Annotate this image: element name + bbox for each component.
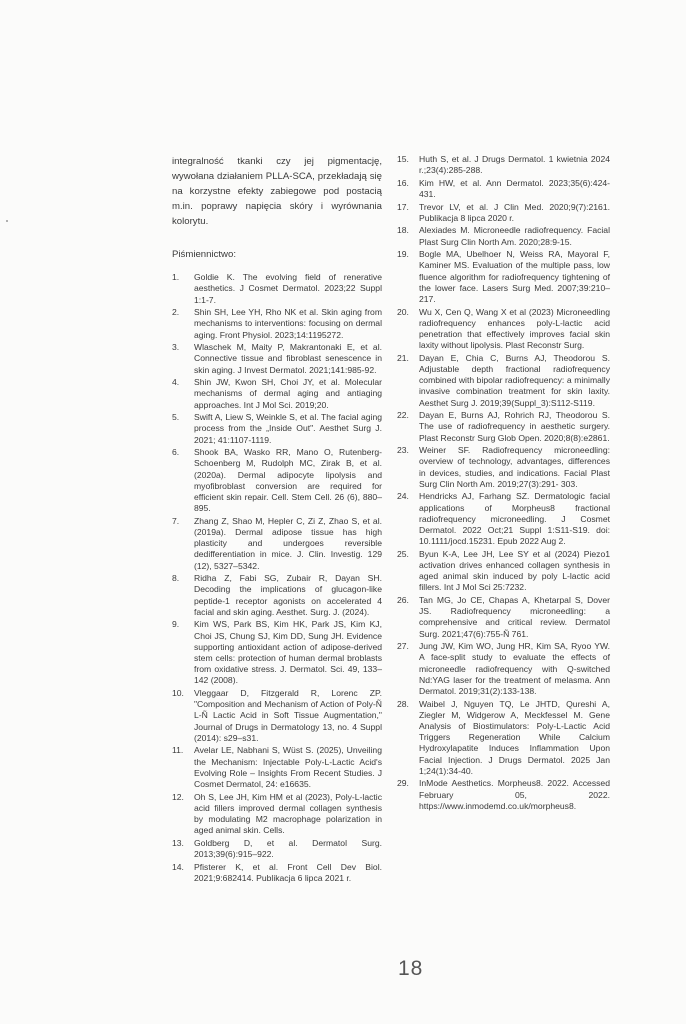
reference-item [172,272,382,306]
reference-text: Hendricks AJ, Farhang SZ. Dermatologic facial applications of Morpheus8 fractional radiofrequency microneedling. J Cosmet Dermatol. 2022 Oct;21 Suppl 1:S11-S19. doi: 10.1111/jocd.15231. Epub 2022 Aug 2. [419,491,610,547]
reference-text: Pfisterer K, et al. Front Cell Dev Biol. 2021;9:682414. Publikacja 6 lipca 2021 r. [194,861,382,883]
reference-text: Swift A, Liew S, Weinkle S, et al. The facial aging process from the „Inside Out". Aesthet Surg J. 2021; 41:1107-1119. [194,412,382,445]
reference-text: Tan MG, Jo CE, Chapas A, Khetarpal S, Dover JS. Radiofrequency microneedling: a comprehensive and critical review. Dermatol Surg. 2021;47(6):755-Ñ 761. [419,595,610,639]
reference-number: 11. [172,745,184,756]
reference-item [397,249,610,305]
right-column [397,154,610,813]
reference-number: 27. [397,641,409,652]
reference-text: Dayan E, Chia C, Burns AJ, Theodorou S. Adjustable depth fractional radiofrequency combined with bipolar radiofrequency: a minimally invasive combination treatment for skin laxity. Aesthet Surg J. 2019;39(Suppl_3):S112-S119. [419,352,610,408]
reference-item [172,838,382,860]
reference-item [397,225,610,247]
reference-number: 24. [397,491,409,502]
reference-text: Shin SH, Lee YH, Rho NK et al. Skin aging from mechanisms to interventions: focusing on dermal aging. Front Physiol. 2023;14:1195272. [194,307,382,340]
reference-text: Wu X, Cen Q, Wang X et al (2023) Microneedling radiofrequency enhances poly-L-lactic acid penetration that effectively improves facial skin laxity without lipolysis. Plast Reconstr Surg. [419,306,610,351]
reference-item [172,447,382,514]
reference-text: Wlaschek M, Maity P, Makrantonaki E, et al. Connective tissue and fibroblast senescence in skin aging. J Invest Dermatol. 2021;141:985-92. [194,342,382,375]
reference-number: 25. [397,548,409,559]
reference-text: Oh S, Lee JH, Kim HM et al (2023), Poly-L-lactic acid fillers improved dermal collagen synthesis by modulating M2 macrophage polarization in aged animal skin. Cells. [194,791,382,836]
reference-item [172,745,382,790]
reference-item [397,410,610,444]
reference-number: 17. [397,201,409,212]
reference-number: 10. [172,688,184,699]
page-number: 18 [398,957,424,980]
reference-number: 13. [172,837,184,848]
reference-number: 15. [397,154,409,164]
reference-number: 6. [172,447,180,458]
reference-text: Zhang Z, Shao M, Hepler C, Zi Z, Zhao S, et al. (2019a). Dermal adipose tissue has high plasticity and undergoes reversible dedifferentiation in mice. J. Clin. Investig. 129 (12), 5327–5342. [194,515,382,571]
reference-item [172,862,382,884]
reference-item [172,516,382,572]
reference-number: 7. [172,515,180,526]
reference-text: Shin JW, Kwon SH, Choi JY, et al. Molecular mechanisms of dermal aging and antiaging approaches. Int J Mol Sci. 2019;20. [194,377,382,410]
reference-text: Goldie K. The evolving field of renerative aesthetics. J Cosmet Dermatol. 2023;22 Suppl 1:1-7. [194,272,382,305]
reference-number: 19. [397,249,409,260]
reference-item [172,377,382,411]
reference-number: 12. [172,791,184,802]
reference-number: 26. [397,595,409,606]
reference-text: Waibel J, Nguyen TQ, Le JHTD, Qureshi A, Ziegler M, Widgerow A, Meckfessel M. Gene Analysis of Biostimulators: Poly-L-Lactic Acid Triggers Regeneration While Calcium Hydroxylapatite Induces Inflammation Upon Facial Injection. J Drugs Dermatol. 2025 Jan 1;24(1):34-40. [419,698,610,776]
references-heading: Piśmiennictwo: [172,249,236,260]
reference-item [172,688,382,744]
reference-item [397,307,610,352]
reference-number: 14. [172,861,184,872]
reference-number: 8. [172,573,180,584]
reference-item [397,445,610,490]
reference-text: Byun K-A, Lee JH, Lee SY et al (2024) Piezo1 activation drives enhanced collagen synthesis in aged animal skin induced by poly L-lactic acid fillers. Int J Mol Sci 25:7232. [419,548,610,593]
intro-paragraph: integralność tkanki czy jej pigmentację, wywołana działaniem PLLA-SCA, przekładają się na korzystne efekty zabiegowe pod postacią m.in. poprawy napięcia skóry i wyrównania kolorytu. [172,156,382,227]
reference-item [397,202,610,224]
reference-text: Bogle MA, Ubelhoer N, Weiss RA, Mayoral F, Kaminer MS. Evaluation of the multiple pass, low fluence algorithm for radiofrequency tightening of the lower face. Lasers Surg Med. 2007;39:210–217. [419,249,610,304]
reference-number: 22. [397,410,409,421]
reference-text: Huth S, et al. J Drugs Dermatol. 1 kwietnia 2024 r.;23(4):285-288. [419,154,610,176]
reference-text: Dayan E, Burns AJ, Rohrich RJ, Theodorou S. The use of radiofrequency in aesthetic surgery. Plast Reconstr Surg Glob Open. 2020;8(8):e2861. [419,410,610,443]
reference-item [397,699,610,777]
reference-number: 28. [397,698,409,709]
reference-text: Vleggaar D, Fitzgerald R, Lorenc ZP. "Composition and Mechanism of Action of Poly-Ñ L-Ñ Lactic Acid in Soft Tissue Augmentation," Journal of Drugs in Dermatology 13, no. 4 Suppl (2014): s29–s31. [194,688,382,743]
reference-text: Kim HW, et al. Ann Dermatol. 2023;35(6):424-431. [419,177,610,199]
reference-number: 9. [172,619,180,630]
reference-item [172,619,382,686]
reference-text: Trevor LV, et al. J Clin Med. 2020;9(7):2161. Publikacja 8 lipca 2020 r. [419,201,610,223]
reference-item [172,307,382,341]
reference-text: Ridha Z, Fabi SG, Zubair R, Dayan SH. Decoding the implications of glucagon-like peptide-1 receptor agonists on accelerated 4 facial and skin aging. Aesthet. Surg. J. (2024). [194,573,382,617]
reference-item [172,412,382,446]
reference-text: InMode Aesthetics. Morpheus8. 2022. Accessed February 05, 2022. https://www.inmodemd.co.uk/morpheus8. [419,778,610,811]
reference-number: 18. [397,225,409,236]
left-column [172,154,382,885]
reference-text: Avelar LE, Nabhani S, Wüst S. (2025), Unveiling the Mechanism: Injectable Poly-L-Lactic Acid's Evolving Role – Insights From Recent Studies. J Cosmet Dermatol, 24: e16635. [194,745,382,790]
reference-number: 16. [397,177,409,188]
reference-text: Jung JW, Kim WO, Jung HR, Kim SA, Ryoo YW. A face-split study to evaluate the effects of microneedle radiofrequency with Q-switched Nd:YAG laser for the treatment of melasma. Ann Dermatol. 2019;31(2):133-138. [419,641,610,697]
reference-text: Shook BA, Wasko RR, Mano O, Rutenberg-Schoenberg M, Rudolph MC, Zirak B, et al. (2020a). Dermal adipocyte lipolysis and myofibroblast conversion are required for efficient skin repair. Cell. Stem Cell. 26 (6), 880–895. [194,447,382,514]
reference-number: 3. [172,342,180,353]
scan-speck [6,220,8,222]
reference-list-left [172,272,382,884]
reference-number: 4. [172,377,180,388]
reference-number: 20. [397,306,409,317]
reference-item [397,178,610,200]
reference-text: Weiner SF. Radiofrequency microneedling: overview of technology, advantages, differences in devices, studies, and indications. Facial Plast Surg Clin North Am. 2019;27(3):291- 303. [419,445,610,489]
reference-list-right [397,154,610,812]
reference-item [397,154,610,176]
reference-number: 5. [172,412,180,423]
reference-text: Goldberg D, et al. Dermatol Surg. 2013;39(6):915–922. [194,837,382,860]
reference-text: Kim WS, Park BS, Kim HK, Park JS, Kim KJ, Choi JS, Chung SJ, Kim DD, Sung JH. Evidence supporting antioxidant action of adipose-derived stem cells: protection of human dermal broblasts from oxidative stress. J. Dermatol. Sci. 49, 133–142 (2008). [194,619,382,686]
reference-item [397,491,610,547]
reference-item [397,641,610,697]
reference-item [172,342,382,376]
reference-item [397,595,610,640]
reference-number: 2. [172,307,180,318]
reference-number: 21. [397,352,409,363]
reference-number: 1. [172,272,180,283]
reference-text: Alexiades M. Microneedle radiofrequency. Facial Plast Surg Clin North Am. 2020;28:9-15. [419,225,610,247]
reference-item [397,549,610,594]
reference-number: 23. [397,445,409,456]
reference-item [172,573,382,618]
reference-item [397,778,610,812]
reference-number: 29. [397,778,409,789]
reference-item [397,353,610,409]
reference-item [172,792,382,837]
